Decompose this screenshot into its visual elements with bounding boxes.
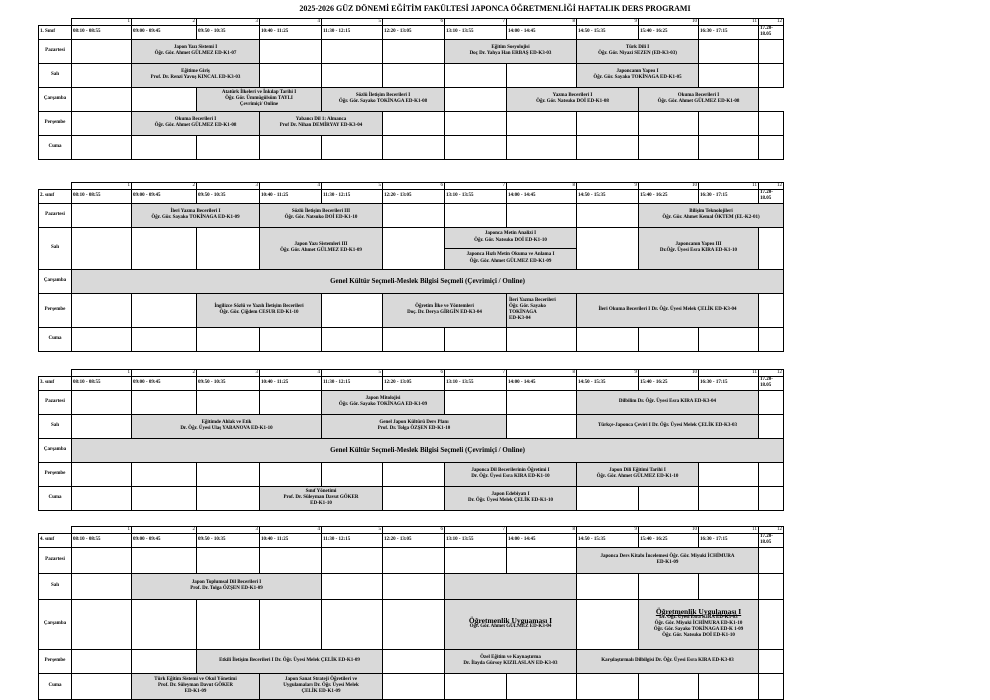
column-numbers [39,370,784,377]
time-slot: 13:10 - 13:55 [445,190,507,203]
column-numbers [39,183,784,190]
day-label: Perşembe [39,111,72,135]
time-slot: 12:20 - 13:05 [383,377,445,390]
time-slot: 11:30 - 12:15 [322,26,383,39]
time-slot: 14:00 - 14:45 [507,190,577,203]
course-cell: Okuma Becerileri I Öğr. Gör. Ahmet GÜLMEZ ED-K1-08 [639,87,759,111]
course-cell: Sözlü İletişim Becerileri I Öğr. Gör. Sayako TOKİNAGA ED-K1-08 [322,87,445,111]
col-number: 8 [507,370,577,377]
class-label: 1. Sınıf [39,26,72,39]
col-number: 2 [132,370,197,377]
time-slot: 09:00 - 09:45 [132,377,197,390]
time-slot: 12:20 - 13:05 [383,26,445,39]
col-number: 11 [699,183,759,190]
time-slot: 13:10 - 13:55 [445,26,507,39]
day-label: Perşembe [39,649,72,673]
schedule-class-1 [38,18,784,160]
time-slot: 09:50 - 10:35 [197,190,260,203]
time-slot: 17.20-18.05 [759,26,784,39]
course-cell: Karşılaştırmalı Dilbilgisi Dr. Öğr. Üyesi Esra KIRA ED-K3-03 [577,649,759,673]
time-slot: 09:00 - 09:45 [132,190,197,203]
time-slot: 08:10 - 08:55 [72,190,132,203]
row-cuma [39,327,784,351]
time-slot: 16:30 - 17:15 [699,190,759,203]
course-cell: Japonca Ders Kitabı İncelemesi Öğr. Gör. Miyuki İCHİMURA ED-K1-09 [577,547,759,573]
time-slot: 15:40 - 16:25 [639,190,699,203]
time-slot: 14:50 - 15:35 [577,26,639,39]
col-number: 1 [72,19,132,26]
time-slot: 08:10 - 08:55 [72,26,132,39]
day-label: Cuma [39,327,72,351]
course-cell: Japon Dili Eğitimi Tarihi I Öğr. Gör. Ahmet GÜLMEZ ED-K1-10 [577,462,699,486]
col-number: 6 [383,527,445,534]
class-label: 2. sınıf [39,190,72,203]
col-number: 10 [639,183,699,190]
time-slot: 10:40 - 11:25 [260,190,322,203]
col-number: 5 [322,527,383,534]
time-slot: 12:20 - 13:05 [383,534,445,547]
column-numbers [39,19,784,26]
row-persembe [39,649,784,673]
time-slot: 14:50 - 15:35 [577,190,639,203]
row-sali [39,227,784,248]
time-slot: 14:00 - 14:45 [507,26,577,39]
col-number: 8 [507,19,577,26]
col-number: 1 [72,370,132,377]
course-cell: Sözlü İletişim Becerileri III Öğr. Gör. Natsuko DOİ ED-K1-10 [260,203,383,227]
day-label: Çarşamba [39,599,72,649]
course-cell: Türk Dili I Öğr. Gör. Niyazi SEZEN (ED-K3-03) [577,39,699,63]
col-number: 12 [759,527,784,534]
col-number: 9 [577,527,639,534]
column-numbers [39,527,784,534]
time-slot: 14:50 - 15:35 [577,377,639,390]
time-slot: 14:50 - 15:35 [577,534,639,547]
col-number: 2 [132,19,197,26]
col-number: 5 [322,370,383,377]
day-label: Pazartesi [39,390,72,414]
time-slot: 09:50 - 10:35 [197,377,260,390]
course-cell: İleri Yazma Becerileri Öğr. Gör. Sayako TOKİNAGA ED-K3-04 [507,293,577,327]
col-number: 12 [759,19,784,26]
row-carsamba [39,438,784,462]
time-slot: 16:30 - 17:15 [699,26,759,39]
col-number: 11 [699,370,759,377]
col-number: 9 [577,370,639,377]
row-cuma [39,673,784,699]
course-cell: Türkçe-Japonca Çeviri I Dr. Öğr. Üyesi Melek ÇELİK ED-K3-03 [577,414,759,438]
course-cell: Japoncanın Yapısı III Dr.Öğr. Üyesi Esra KIRA ED-K1-10 [639,227,759,269]
course-cell: Yazma Becerileri I Öğr. Gör. Natsuko DOİ ED-K1-08 [507,87,639,111]
schedule-class-4 [38,526,784,700]
class-label: 4. sınıf [39,534,72,547]
col-number: 4 [260,19,322,26]
course-cell: Japonca Hızlı Metin Okuma ve Anlama I Öğr. Gör. Ahmet GÜLMEZ ED-K1-09 [445,248,577,269]
col-number: 5 [322,183,383,190]
time-slot: 15:40 - 16:25 [639,26,699,39]
col-number: 8 [507,183,577,190]
col-number: 10 [639,527,699,534]
time-slot: 12:20 - 13:05 [383,190,445,203]
time-slot: 17.20-18.05 [759,377,784,390]
course-cell: İleri Yazma Becerileri I Öğr. Gör. Sayako TOKİNAGA ED-K1-09 [132,203,260,227]
time-slot: 17.20-18.05 [759,534,784,547]
col-number: 7 [445,527,507,534]
course-cell: Genel Japon Kültürü Ders Planı Prof. Dr. Tolga ÖZŞEN ED-K1-10 [322,414,507,438]
course-cell: Japon Toplumsal Dil Becerileri I Prof. Dr. Tolga ÖZŞEN ED-K1-09 [132,573,322,599]
col-number: 10 [639,370,699,377]
col-number: 8 [507,527,577,534]
time-slot: 10:40 - 11:25 [260,26,322,39]
col-number: 12 [759,183,784,190]
time-header-row [39,190,784,203]
course-cell: Japon Edebiyatı I Dr. Öğr. Üyesi Melek ÇELİK ED-K1-10 [445,486,577,510]
course-cell: Yabancı Dil 1: Almanca Prof Dr. Nihan DEMİRYAY ED-K3-04 [260,111,383,135]
course-cell: Türk Eğitim Sistemi ve Okul Yönetimi Prof. Dr. Süleyman Davut GÖKER ED-K1-09 [132,673,260,699]
day-label: Pazartesi [39,203,72,227]
row-pazartesi [39,39,784,63]
row-carsamba [39,87,784,111]
row-sali [39,63,784,87]
elective-block: Genel Kültür Seçmeli-Meslek Bilgisi Seçmeli (Çevrimiçi / Online) [72,269,784,293]
course-cell: Atatürk İlkeleri ve İnkılap Tarihi I Öğr. Gör. Ümmügülsüm TAYLI Çevrimiçi/ Online [197,87,322,111]
day-label: Cuma [39,673,72,699]
course-cell: Japon Mitolojisi Öğr. Gör. Sayako TOKİNAGA ED-K1-09 [322,390,445,414]
col-number: 6 [383,370,445,377]
course-cell: Bilişim Teknolojileri Öğr. Gör. Ahmet Kemal ÖKTEM (EL-K2-01) [639,203,784,227]
course-cell: Japonca Metin Analizi I Öğr. Gör. Natsuko DOİ ED-K1-10 [445,227,577,248]
day-label: Pazartesi [39,39,72,63]
row-sali [39,573,784,599]
day-label: Cuma [39,486,72,510]
col-number: 11 [699,19,759,26]
col-number: 6 [383,183,445,190]
row-carsamba [39,599,784,649]
col-number: 4 [260,183,322,190]
course-cell: Dilbilim Dr. Öğr. Üyesi Esra KIRA ED-K3-04 [577,390,759,414]
course-cell: İleri Okuma Becerileri I Dr. Öğr. Üyesi Melek ÇELİK ED-K3-04 [577,293,759,327]
day-label: Çarşamba [39,87,72,111]
row-sali [39,414,784,438]
day-label: Salı [39,63,72,87]
row-cuma [39,135,784,159]
course-cell: Japoncanın Yapısı I Öğr. Gör. Sayako TOKİNAGA ED-K1-05 [577,63,699,87]
day-label: Perşembe [39,293,72,327]
time-slot: 16:30 - 17:15 [699,534,759,547]
time-header-row [39,377,784,390]
time-header-row [39,534,784,547]
time-slot: 17.20-18.05 [759,190,784,203]
day-label: Cuma [39,135,72,159]
day-label: Çarşamba [39,438,72,462]
course-cell: Eğitim Sosyolojisi Doç Dr. Yahya Han ERBAŞ ED-K3-03 [445,39,577,63]
time-slot: 15:40 - 16:25 [639,534,699,547]
time-slot: 09:50 - 10:35 [197,26,260,39]
time-slot: 16:30 - 17:15 [699,377,759,390]
time-header-row [39,26,784,39]
col-number: 2 [132,183,197,190]
col-number: 1 [72,183,132,190]
row-cuma [39,486,784,510]
day-label: Salı [39,414,72,438]
page-title: 2025-2026 GÜZ DÖNEMİ EĞİTİM FAKÜLTESİ JAPONCA ÖĞRETMENLİĞİ HAFTALIK DERS PROGRAMI [299,4,691,13]
course-cell: Etkili İletişim Becerileri I Dr. Öğr. Üyesi Melek ÇELİK ED-K1-09 [197,649,383,673]
course-cell: Sınıf Yönetimi Prof. Dr. Süleyman Davut GÖKER ED-K1-10 [260,486,383,510]
time-slot: 13:10 - 13:55 [445,377,507,390]
col-number: 5 [322,19,383,26]
row-pazartesi [39,547,784,573]
time-slot: 14:00 - 14:45 [507,377,577,390]
time-slot: 11:30 - 12:15 [322,190,383,203]
course-cell: Eğitimde Ahlak ve Etik Dr. Öğr. Üyesi Ulaş YABANOVA ED-K1-10 [132,414,322,438]
col-number: 3 [197,527,260,534]
col-number: 7 [445,19,507,26]
course-cell: Japon Sanat Strateji Öğretileri ve Uygulamaları Dr. Öğr. Üyesi Melek ÇELİK ED-K1-09 [260,673,383,699]
col-number: 9 [577,183,639,190]
course-cell: Öğretim İlke ve Yöntemleri Doç. Dr. Derya GİRGİN ED-K3-04 [383,293,507,327]
elective-block: Genel Kültür Seçmeli-Meslek Bilgisi Seçmeli (Çevrimiçi / Online) [72,438,784,462]
col-number: 4 [260,527,322,534]
day-label: Pazartesi [39,547,72,573]
time-slot: 15:40 - 16:25 [639,377,699,390]
col-number: 1 [72,527,132,534]
col-number: 2 [132,527,197,534]
time-slot: 14:00 - 14:45 [507,534,577,547]
time-slot: 09:00 - 09:45 [132,534,197,547]
row-carsamba [39,269,784,293]
day-label: Salı [39,573,72,599]
time-slot: 08:10 - 08:55 [72,377,132,390]
schedule-class-3 [38,369,784,511]
course-cell: Okuma Becerileri I Öğr. Gör. Ahmet GÜLMEZ ED-K1-08 [132,111,260,135]
schedule-class-2 [38,182,784,352]
col-number: 7 [445,183,507,190]
day-label: Çarşamba [39,269,72,293]
row-persembe [39,293,784,327]
course-cell: Japonca Dil Becerilerinin Öğretimi I Dr. Öğr. Üyesi Esra KIRA ED-K1-10 [445,462,577,486]
time-slot: 08:10 - 08:55 [72,534,132,547]
course-cell: Japon Yazı Sistemi I Öğr. Gör. Ahmet GÜLMEZ ED-K1-07 [132,39,260,63]
row-pazartesi [39,390,784,414]
time-slot: 10:40 - 11:25 [260,377,322,390]
time-slot: 13:10 - 13:55 [445,534,507,547]
course-cell: İngilizce Sözlü ve Yazılı İletişim Becerileri Öğr. Gör. Çiğdem CESUR ED-K1-10 [197,293,322,327]
col-number: 7 [445,370,507,377]
row-persembe [39,111,784,135]
col-number: 4 [260,370,322,377]
col-number: 11 [699,527,759,534]
col-number: 3 [197,183,260,190]
col-number: 10 [639,19,699,26]
course-cell: Özel Eğitim ve Kaynaştırma Dr. İlayda Gürsoy KIZILASLAN ED-K3-03 [445,649,577,673]
row-pazartesi [39,203,784,227]
course-cell: Öğretmenlik Uygulaması I Dr. Öğr. Üyesi Esra KIRA ED-K3-03 Öğr. Gör. Miyuki İCHİMURA ED-K1-10 Öğr. Gör. Sayako TOKİNAGA ED-K 1-09 Öğr. Gör. Natsuko DOİ ED-K1-10 [639,599,759,649]
day-label: Salı [39,227,72,269]
time-slot: 09:00 - 09:45 [132,26,197,39]
time-slot: 11:30 - 12:15 [322,377,383,390]
col-number: 12 [759,370,784,377]
col-number: 3 [197,370,260,377]
col-number: 6 [383,19,445,26]
time-slot: 10:40 - 11:25 [260,534,322,547]
col-number: 3 [197,19,260,26]
course-cell: Japon Yazı Sistemleri III Öğr. Gör. Ahmet GÜLMEZ ED-K1-09 [260,227,383,269]
class-label: 3. sınıf [39,377,72,390]
col-number: 9 [577,19,639,26]
course-cell: Eğitime Giriş Prof. Dr. Renzi Yavuş KINCAL ED-K3-03 [132,63,260,87]
day-label: Perşembe [39,462,72,486]
row-persembe [39,462,784,486]
time-slot: 11:30 - 12:15 [322,534,383,547]
time-slot: 09:50 - 10:35 [197,534,260,547]
course-cell: Öğretmenlik Uyguaması I Öğr. Gör. Ahmet GÜLMEZ ED-K3-04 [445,599,577,649]
